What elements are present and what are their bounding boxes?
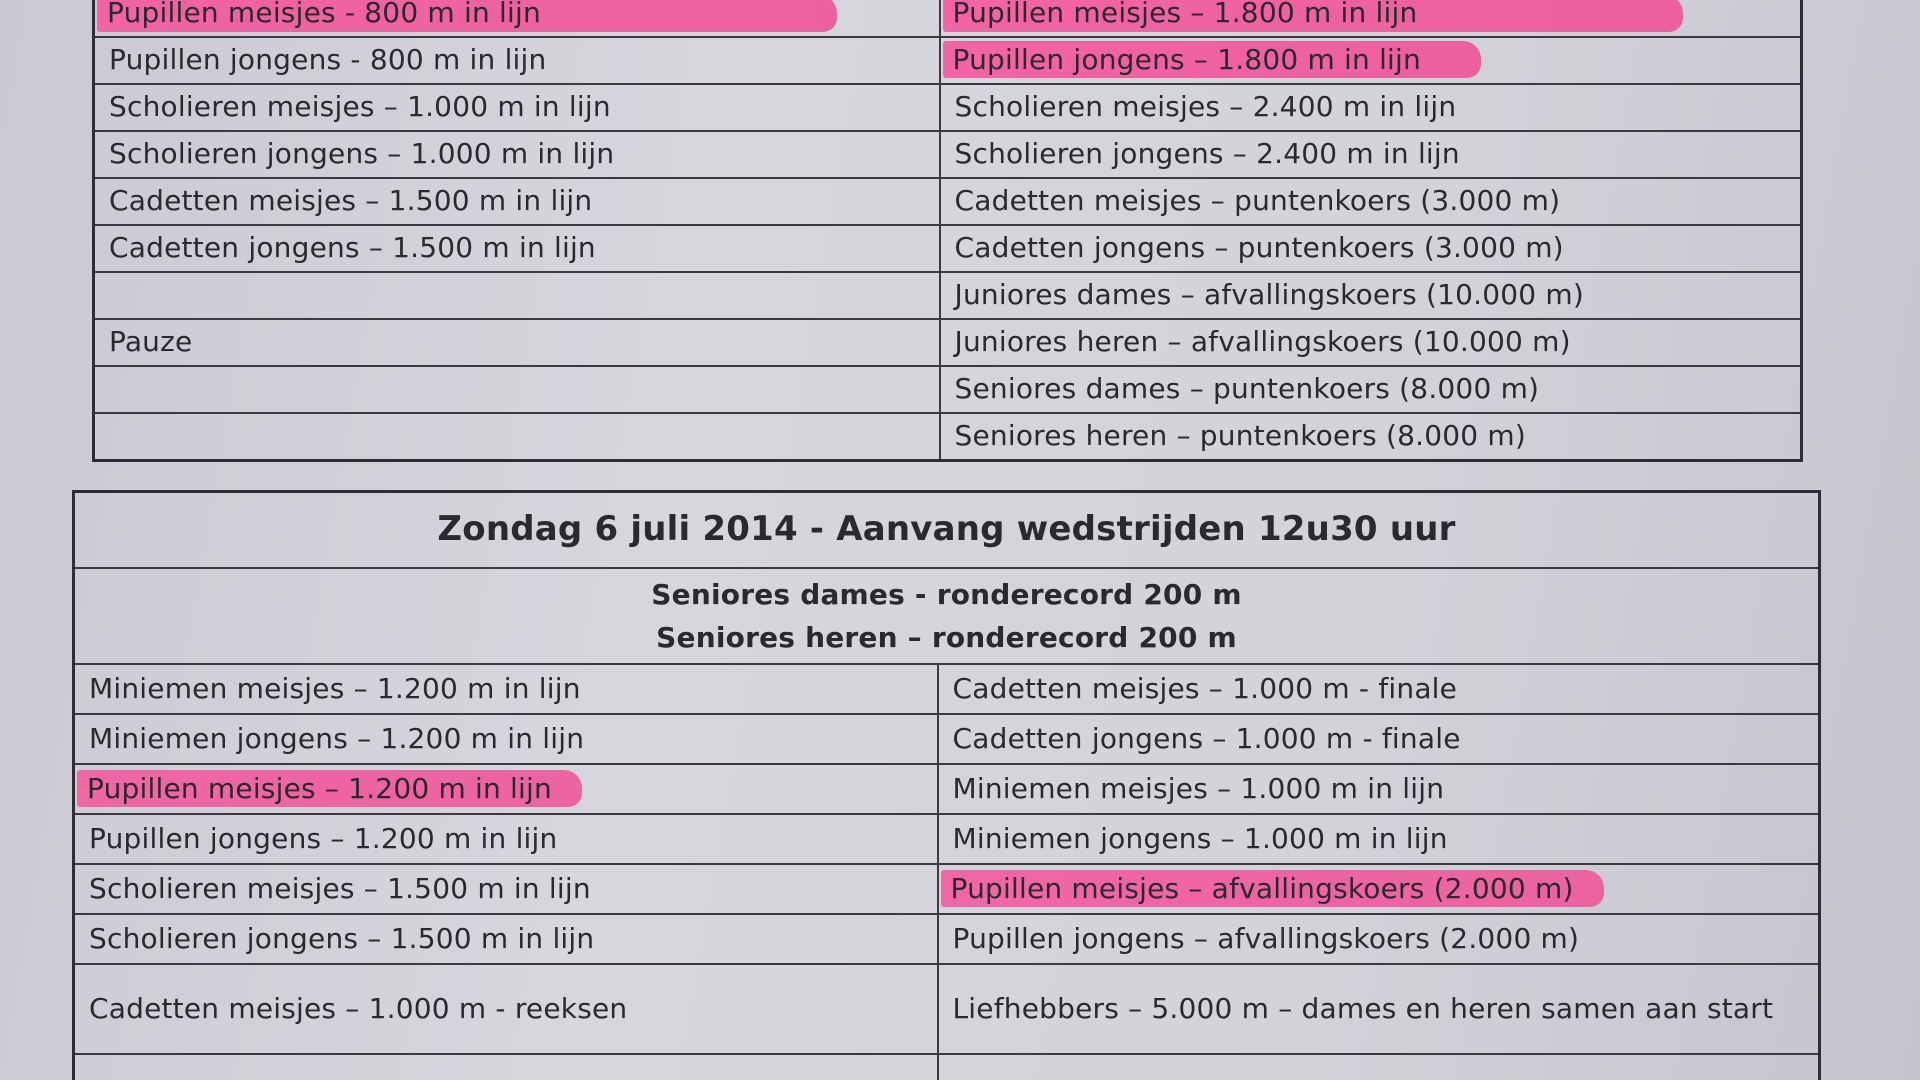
sunday-schedule-table (72, 490, 1821, 1080)
subheader-line: Seniores dames - ronderecord 200 m (651, 577, 1242, 611)
highlighted-event: Pupillen jongens – 1.800 m in lijn (943, 41, 1481, 78)
table-row (94, 413, 1802, 461)
event-cell: Scholieren meisjes – 2.400 m in lijn (940, 84, 1802, 131)
table-row (74, 814, 1820, 864)
event-cell: Scholieren meisjes – 1.000 m in lijn (94, 84, 940, 131)
table-row (74, 864, 1820, 914)
event-cell: Seniores dames – puntenkoers (8.000 m) (940, 366, 1802, 413)
highlighted-event: Pupillen meisjes – 1.200 m in lijn (77, 770, 582, 807)
event-cell: Scholieren meisjes – 1.500 m in lijn (74, 864, 938, 914)
event-cell: Pupillen jongens - 800 m in lijn (94, 37, 940, 84)
event-cell: Miniemen jongens – 1.000 m in lijn (938, 814, 1820, 864)
event-cell: Scholieren jongens – 2.400 m in lijn (940, 131, 1802, 178)
event-cell: Juniores dames – afvallingskoers (10.000 m) (940, 272, 1802, 319)
table-row (94, 272, 1802, 319)
table-row (74, 914, 1820, 964)
table-row (94, 84, 1802, 131)
event-cell (94, 413, 940, 461)
day-header: Zondag 6 juli 2014 - Aanvang wedstrijden 12u30 uur (74, 492, 1820, 569)
event-cell: Scholieren jongens – 1.500 m in lijn (74, 914, 938, 964)
event-cell (94, 366, 940, 413)
event-cell: Miniemen jongens – 1.200 m in lijn (74, 714, 938, 764)
event-cell: Pupillen jongens – 1.200 m in lijn (74, 814, 938, 864)
subheader-line: Seniores heren – ronderecord 200 m (656, 621, 1237, 654)
table-row (94, 37, 1802, 84)
event-cell: Cadetten meisjes – 1.000 m - reeksen (74, 964, 938, 1054)
event-cell: Pupillen jongens – afvallingskoers (2.000 m) (938, 914, 1820, 964)
event-cell: Cadetten meisjes – 1.500 m in lijn (94, 178, 940, 225)
event-cell: Juniores heren – afvallingskoers (10.000 m) (940, 319, 1802, 366)
event-cell: Liefhebbers – 5.000 m – dames en heren samen aan start (938, 964, 1820, 1054)
highlighted-event: Pupillen meisjes – afvallingskoers (2.000 m) (941, 870, 1604, 907)
table-row (74, 664, 1820, 714)
event-cell: Seniores heren – puntenkoers (8.000 m) (940, 413, 1802, 461)
event-cell: Cadetten jongens – puntenkoers (3.000 m) (940, 225, 1802, 272)
event-cell (94, 272, 940, 319)
event-cell: Cadetten meisjes – 1.000 m - finale (938, 664, 1820, 714)
pause-cell: Pauze (94, 319, 940, 366)
highlighted-event: Pupillen meisjes – 1.800 m in lijn (943, 0, 1683, 32)
table-row (94, 319, 1802, 366)
event-cell: Cadetten jongens – 1.500 m in lijn (94, 225, 940, 272)
table-row (74, 714, 1820, 764)
saturday-schedule-table (92, 0, 1803, 462)
event-cell: Scholieren jongens – 1.000 m in lijn (94, 131, 940, 178)
table-row (94, 178, 1802, 225)
table-row (94, 0, 1802, 37)
table-row (94, 131, 1802, 178)
event-cell: Miniemen meisjes – 1.200 m in lijn (74, 664, 938, 714)
table-row (74, 764, 1820, 814)
event-cell: Cadetten jongens – 1.000 m - finale (938, 714, 1820, 764)
table-row (74, 964, 1820, 1054)
event-cell: Miniemen meisjes – 1.000 m in lijn (938, 764, 1820, 814)
record-subheader (74, 568, 1820, 664)
highlighted-event: Pupillen meisjes - 800 m in lijn (97, 0, 837, 32)
table-row (94, 366, 1802, 413)
event-cell: Cadetten meisjes – puntenkoers (3.000 m) (940, 178, 1802, 225)
table-row (94, 225, 1802, 272)
